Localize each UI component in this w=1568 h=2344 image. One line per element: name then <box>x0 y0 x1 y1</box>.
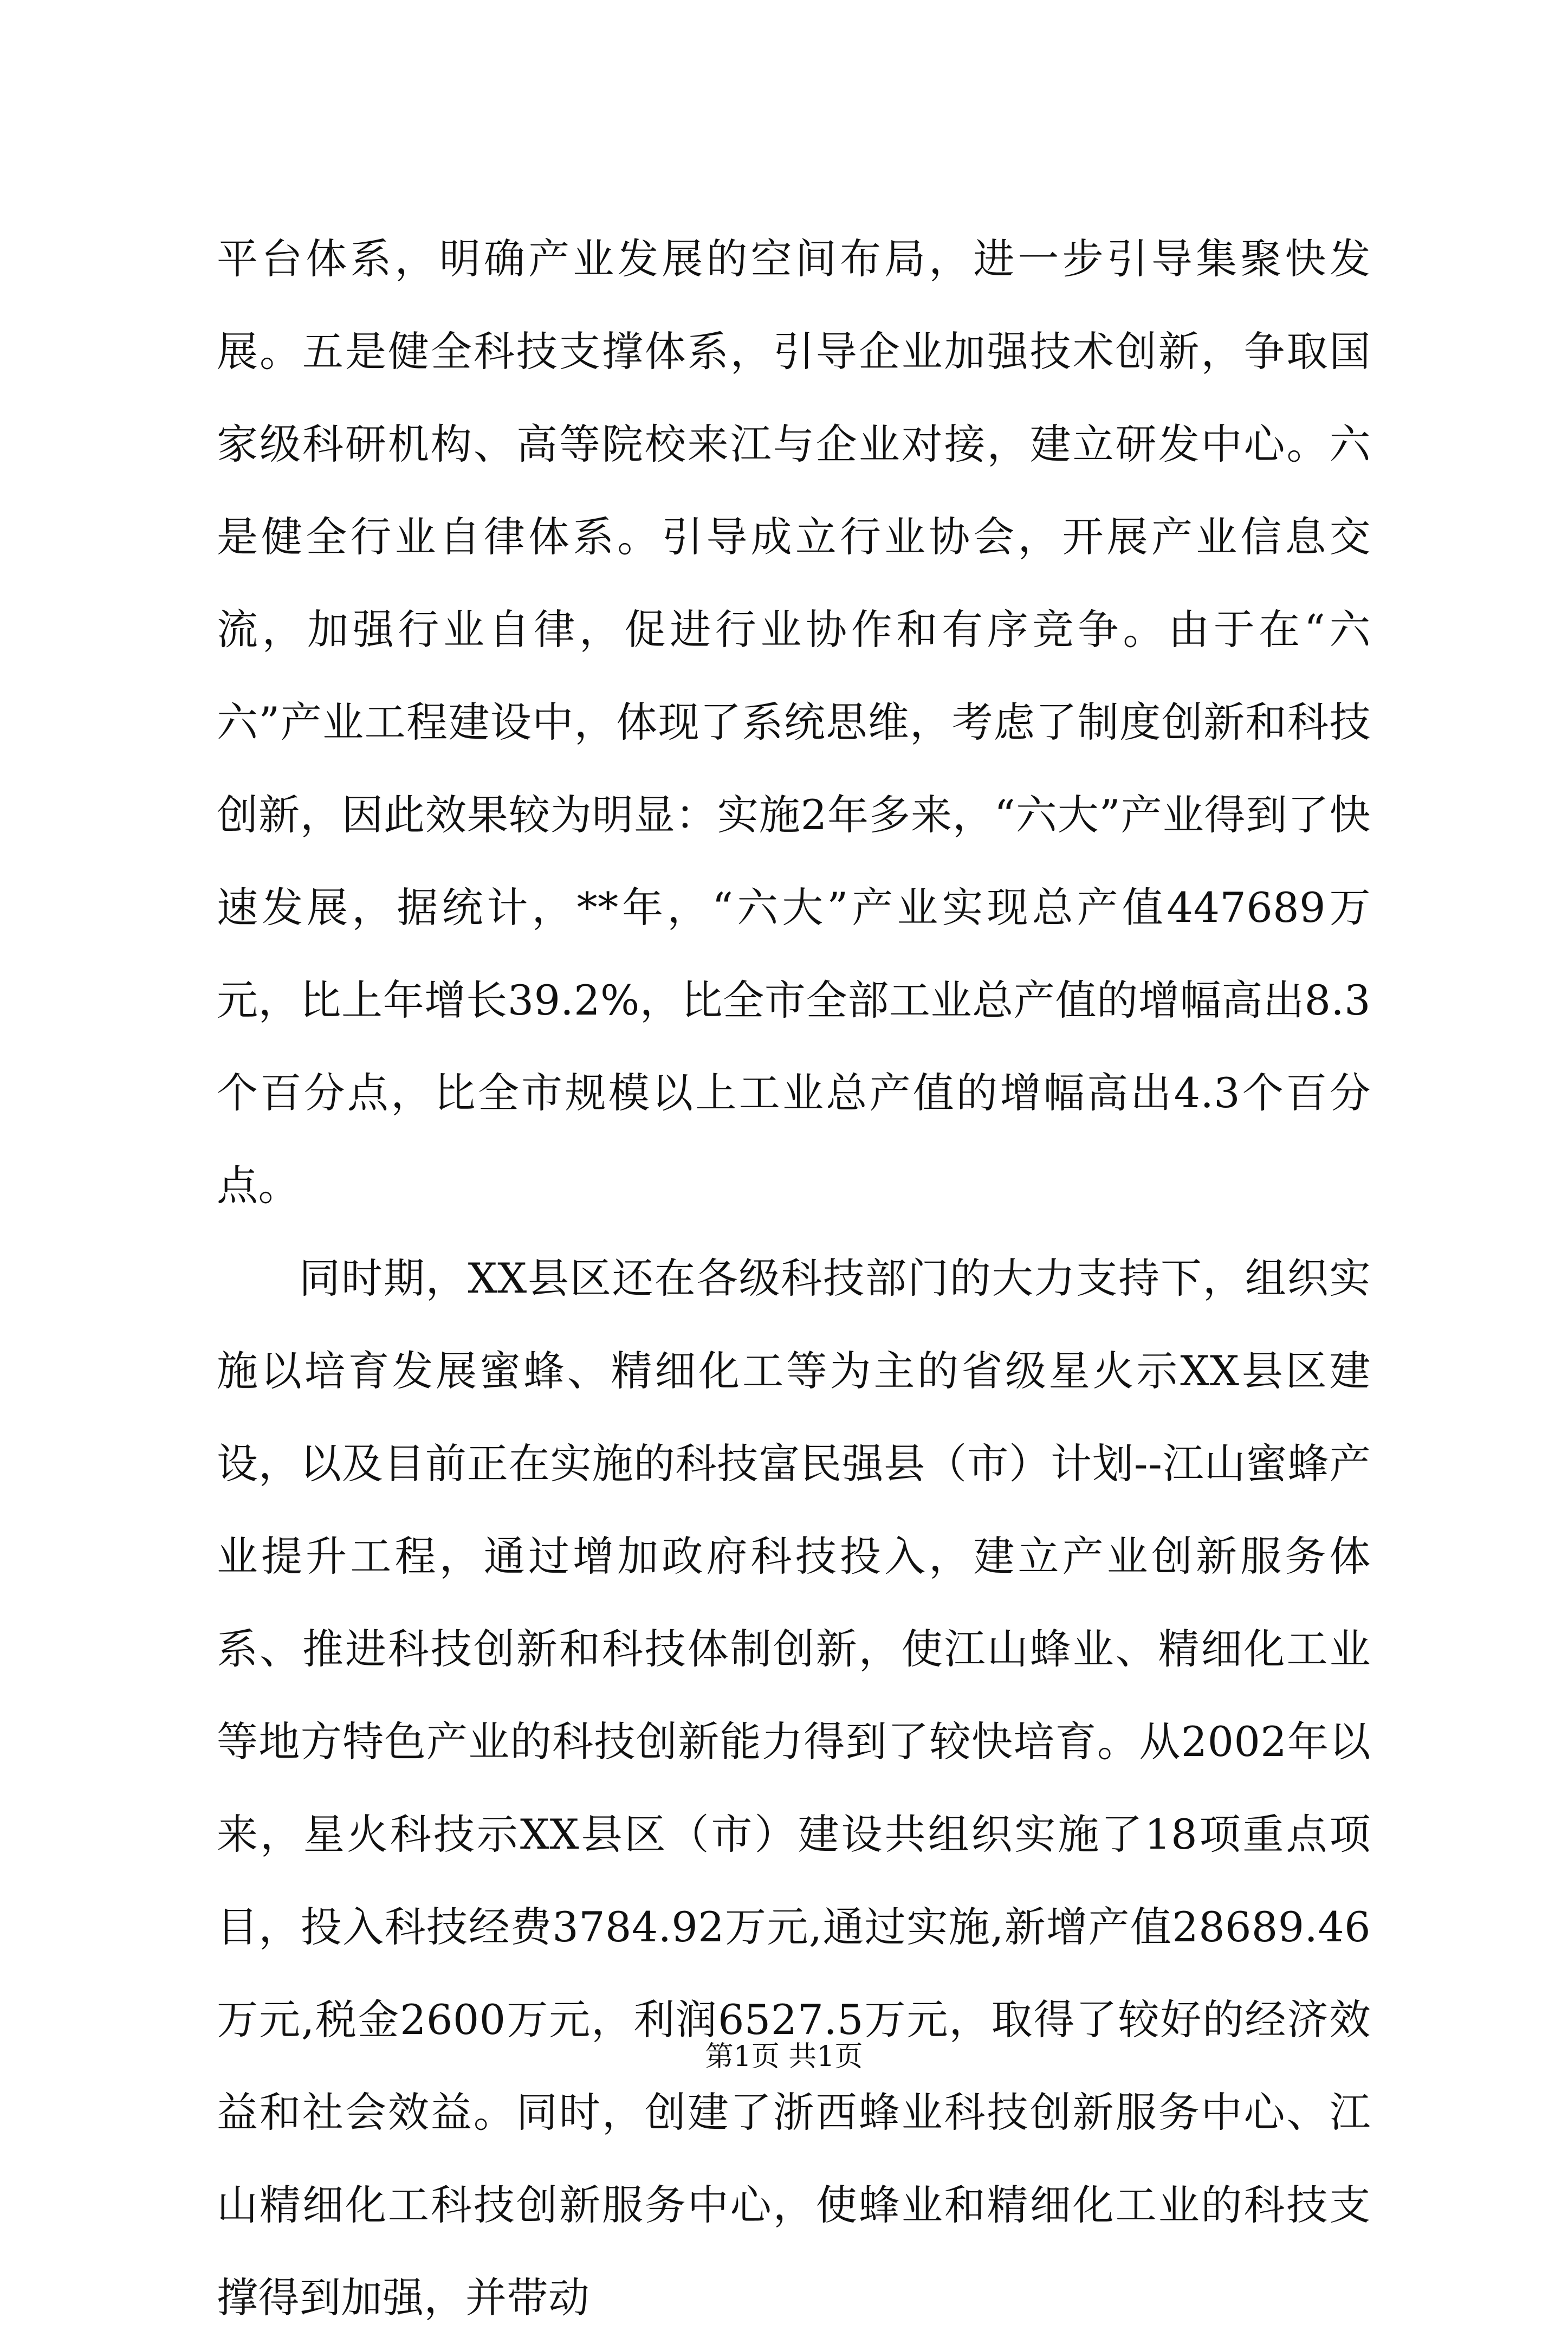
paragraph-1: 平台体系，明确产业发展的空间布局，进一步引导集聚快发展。五是健全科技支撑体系，引导企业加强技术创新，争取国家级科研机构、高等院校来江与企业对接，建立研发中心。六是健全行业自律体系。引导成立行业协会，开展产业信息交流，加强行业自律，促进行业协作和有序竞争。由于在“六六”产业工程建设中，体现了系统思维，考虑了制度创新和科技创新，因此效果较为明显：实施2年多来，“六大”产业得到了快速发展，据统计，**年，“六大”产业实现总产值447689万元，比上年增长39.2%，比全市全部工业总产值的增幅高出8.3个百分点，比全市规模以上工业总产值的增幅高出4.3个百分点。 <box>217 235 1371 1210</box>
page-footer: 第1页 共1页 <box>705 2040 863 2073</box>
paragraph-2: 同时期，XX县区还在各级科技部门的大力支持下，组织实施以培育发展蜜蜂、精细化工等为主的省级星火示XX县区建设，以及目前正在实施的科技富民强县（市）计划--江山蜜蜂产业提升工程，通过增加政府科技投入，建立产业创新服务体系、推进科技创新和科技体制创新，使江山蜂业、精细化工业等地方特色产业的科技创新能力得到了较快培育。从2002年以来，星火科技示XX县区（市）建设共组织实施了18项重点项目，投入科技经费3784.92万元,通过实施,新增产值28689.46万元,税金2600万元，利润6527.5万元，取得了较好的经济效益和社会效益。同时，创建了浙西蜂业科技创新服务中心、江山精细化工科技创新服务中心，使蜂业和精细化工业的科技支撑得到加强，并带动 <box>217 1254 1371 2322</box>
document-body <box>217 212 1371 2344</box>
